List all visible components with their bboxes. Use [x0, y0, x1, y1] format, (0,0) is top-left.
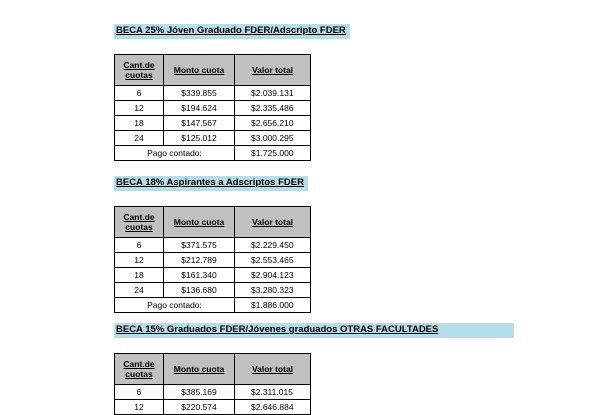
cell-monto: $339.855: [164, 86, 235, 101]
cell-monto: $220.574: [164, 400, 235, 415]
cell-total: $2.656.210: [235, 116, 311, 131]
cell-total: $3.000.295: [235, 131, 311, 146]
table-row: [115, 86, 311, 101]
table-row: [115, 268, 311, 283]
cell-total: $2.039.131: [235, 86, 311, 101]
table-header-row: [115, 207, 311, 238]
header-monto-cuota: Monto cuota: [164, 55, 235, 86]
cell-cuotas: 6: [115, 238, 164, 253]
header-valor-total: Valor total: [235, 55, 311, 86]
header-cant-cuotas: Cant.de cuotas: [115, 354, 164, 385]
cell-total: $3.280.323: [235, 283, 311, 298]
cell-cuotas: 6: [115, 385, 164, 400]
table-row: [115, 283, 311, 298]
cell-cuotas: 18: [115, 268, 164, 283]
cell-monto: $147.567: [164, 116, 235, 131]
header-cant-cuotas: Cant.de cuotas: [115, 55, 164, 86]
header-valor-total: Valor total: [235, 354, 311, 385]
cell-monto: $385.169: [164, 385, 235, 400]
cash-payment-value: $1.725.000: [235, 146, 311, 161]
section-title: BECA 25% Jóven Graduado FDER/Adscripto FDER: [114, 24, 350, 39]
table-row: [115, 385, 311, 400]
table-header-row: [115, 354, 311, 385]
installments-table: [114, 353, 311, 415]
cash-payment-row: [115, 298, 311, 313]
beca-15-section: [114, 319, 514, 415]
cell-total: $2.553.465: [235, 253, 311, 268]
table-row: [115, 101, 311, 116]
cash-payment-label: Pago contado:: [115, 298, 235, 313]
table-row: [115, 400, 311, 415]
cell-monto: $212.789: [164, 253, 235, 268]
cell-monto: $125.012: [164, 131, 235, 146]
cell-total: $2.229.450: [235, 238, 311, 253]
cell-cuotas: 24: [115, 283, 164, 298]
cell-total: $2.335.486: [235, 101, 311, 116]
beca-18-section: [114, 172, 311, 313]
cell-cuotas: 18: [115, 116, 164, 131]
table-row: [115, 253, 311, 268]
cell-cuotas: 12: [115, 400, 164, 415]
installments-table: [114, 206, 311, 313]
cash-payment-row: [115, 146, 311, 161]
cash-payment-label: Pago contado:: [115, 146, 235, 161]
cell-monto: $371.575: [164, 238, 235, 253]
table-row: [115, 116, 311, 131]
installments-table: [114, 54, 311, 161]
cell-total: $2.904.123: [235, 268, 311, 283]
beca-25-section: [114, 20, 350, 161]
cell-total: $2.646.884: [235, 400, 311, 415]
cell-monto: $194.624: [164, 101, 235, 116]
cell-monto: $161.340: [164, 268, 235, 283]
cell-cuotas: 12: [115, 253, 164, 268]
cell-cuotas: 24: [115, 131, 164, 146]
header-monto-cuota: Monto cuota: [164, 207, 235, 238]
table-row: [115, 238, 311, 253]
cell-cuotas: 12: [115, 101, 164, 116]
cell-cuotas: 6: [115, 86, 164, 101]
section-title: BECA 18% Aspirantes a Adscriptos FDER: [114, 176, 308, 191]
section-title: BECA 15% Graduados FDER/Jóvenes graduados OTRAS FACULTADES: [114, 323, 514, 338]
table-row: [115, 131, 311, 146]
header-cant-cuotas: Cant.de cuotas: [115, 207, 164, 238]
table-header-row: [115, 55, 311, 86]
cell-monto: $136.680: [164, 283, 235, 298]
header-monto-cuota: Monto cuota: [164, 354, 235, 385]
header-valor-total: Valor total: [235, 207, 311, 238]
cash-payment-value: $1.886.000: [235, 298, 311, 313]
cell-total: $2.311.015: [235, 385, 311, 400]
